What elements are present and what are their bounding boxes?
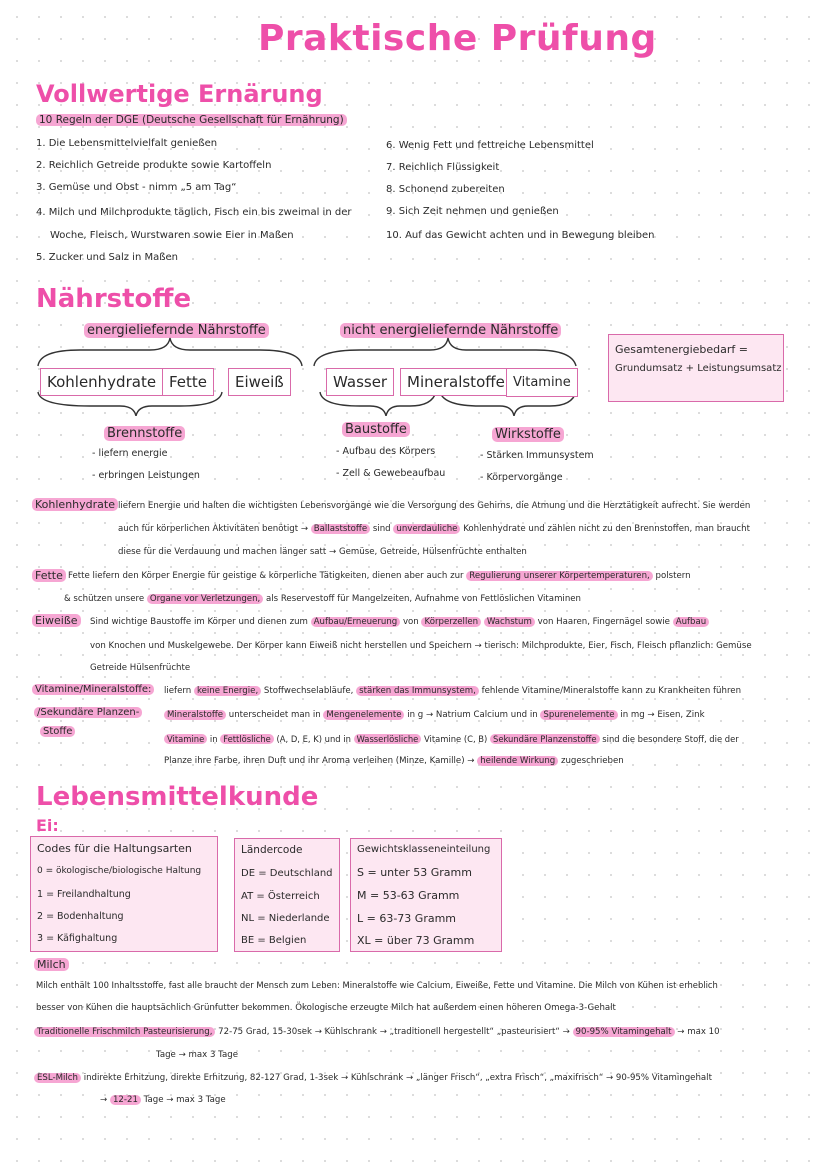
kh-line1: liefern Energie und halten die wichtigsten Lebensvorgänge wie die Versorgung des Gehirns, die Atmung und die Herztätigkeit aufrecht. Sie werden	[118, 501, 751, 511]
fe-label: Fette	[32, 569, 66, 582]
land-3: BE = Belgien	[241, 935, 307, 946]
codes-title: Codes für die Haltungsarten	[37, 842, 192, 855]
subheading-dge: 10 Regeln der DGE (Deutsche Gesellschaft für Ernährung)	[36, 114, 347, 126]
rule-4: 4. Milch und Milchprodukte täglich, Fisch ein bis zweimal in der	[36, 207, 352, 218]
wirkstoffe-title: Wirkstoffe	[492, 427, 564, 442]
gewicht-1: M = 53-63 Gramm	[357, 889, 460, 902]
nutrient-fette: Fette	[162, 368, 214, 396]
ei-label: Eiweiße	[32, 614, 81, 627]
heading-naehrstoffe: Nährstoffe	[36, 284, 192, 314]
page-title: Praktische Prüfung	[258, 18, 657, 59]
baustoffe-2: - Zell & Gewebeaufbau	[336, 468, 446, 479]
milch-line2: besser von Kühen die hauptsächlich Grünfutter bekommen. Ökologische erzeugte Milch hat außerdem einen höheren Omega-3-Gehalt	[36, 1003, 616, 1013]
gewicht-box	[350, 838, 502, 952]
frischmilch-line1: Traditionelle Frischmilch Pasteurisierung, 72-75 Grad, 15-30sek → Kühlschrank → „traditionell hergestellt“ „pasteurisiert“ → 90-95% Vitamingehalt → max 10	[34, 1022, 720, 1042]
vm-line1: liefern keine Energie, Stoffwechselabläufe, stärken das Immunsystem, fehlende Vitamine/Mineralstoffe kann zu Krankheiten führen	[164, 686, 742, 696]
rule-8: 8. Schonend zubereiten	[386, 184, 505, 195]
gewicht-0: S = unter 53 Gramm	[357, 866, 472, 879]
kh-line3: diese für die Verdauung und machen länger satt → Gemüse, Getreide, Hülsenfrüchte enthalten	[118, 547, 527, 557]
heading-milch: Milch	[34, 958, 69, 971]
ei-line1: Sind wichtige Baustoffe im Körper und dienen zum Aufbau/Erneuerung von Körperzellen Wachstum von Haaren, Fingernägel sowie Aufbau	[90, 612, 709, 632]
ei-line2: von Knochen und Muskelgewebe. Der Körper kann Eiweiß nicht herstellen und Speichern → tierisch: Milchprodukte, Eier, Fisch, Fleisch pflanzlich: Gemüse	[90, 641, 752, 651]
wirkstoffe-2: - Körpervorgänge	[480, 472, 563, 483]
rule-2: 2. Reichlich Getreide produkte sowie Kartoffeln	[36, 160, 272, 171]
gewicht-title: Gewichtsklasseneinteilung	[357, 844, 491, 855]
gewicht-2: L = 63-73 Gramm	[357, 912, 457, 925]
fe-line2: & schützen unsere Organe vor Verletzungen, als Reservestoff für Mangelzeiten, Aufnahme von Fettlöslichen Vitaminen	[64, 594, 582, 604]
codes-box	[30, 836, 218, 952]
vm-line2: Mineralstoffe unterscheidet man in Mengenelemente in g → Natrium Calcium und in Spurenelemente in mg → Eisen, Zink	[164, 705, 705, 725]
rule-1: 1. Die Lebensmittelvielfalt genießen	[36, 138, 218, 149]
kh-line2: auch für körperlichen Aktivitäten benötigt → Ballaststoffe sind unverdauliche Kohlenhydrate und zählen nicht zu den Brennstoffen, man braucht	[118, 524, 750, 534]
brennstoffe-title: Brennstoffe	[104, 426, 185, 441]
esl-line1: ESL-Milch indirekte Erhitzung, direkte Erhitzung, 82-127 Grad, 1-3sek → Kühlschrank → „länger Frisch“, „extra Frisch“, „maxifrisch“ → 90-95% Vitamingehalt	[34, 1068, 712, 1088]
vm-line3: Vitamine in Fettlösliche (A, D, E, K) und in Wasserlösliche Vitamine (C, B) Sekundäre Planzenstoffe sind die besondere Stoff, die der	[164, 729, 739, 749]
laender-title: Ländercode	[241, 844, 303, 856]
heading-ei: Ei:	[36, 816, 59, 835]
baustoffe-title: Baustoffe	[342, 422, 410, 437]
rule-3: 3. Gemüse und Obst - nimm „5 am Tag“	[36, 182, 237, 193]
esl-line2: → 12-21 Tage → max 3 Tage	[100, 1095, 226, 1105]
nutrient-wasser: Wasser	[326, 368, 394, 396]
rule-6: 6. Wenig Fett und fettreiche Lebensmittel	[386, 140, 594, 151]
land-1: AT = Österreich	[241, 891, 320, 902]
heading-vollwertige-ernaehrung: Vollwertige Ernärung	[36, 80, 323, 108]
ei-line3: Getreide Hülsenfrüchte	[90, 663, 191, 673]
rule-10: 10. Auf das Gewicht achten und in Bewegung bleiben	[386, 230, 655, 241]
heading-lebensmittelkunde: Lebensmittelkunde	[36, 782, 319, 812]
sp-label-2: Stoffe	[40, 726, 75, 737]
land-2: NL = Niederlande	[241, 913, 330, 924]
nutrient-vitamine: Vitamine	[506, 368, 578, 397]
brennstoffe-2: - erbringen Leistungen	[92, 470, 200, 481]
rule-7: 7. Reichlich Flüssigkeit	[386, 162, 500, 173]
baustoffe-1: - Aufbau des Körpers	[336, 446, 436, 457]
brennstoffe-1: - liefern energie	[92, 448, 168, 459]
laender-box	[234, 838, 340, 952]
kh-label: Kohlenhydrate	[32, 498, 118, 511]
sp-label-1: /Sekundäre Planzen-	[34, 707, 142, 718]
nutrient-kohlenhydrate: Kohlenhydrate	[40, 368, 163, 396]
nonenergy-label: nicht energieliefernde Nährstoffe	[340, 323, 561, 338]
gesamt-line1: Grundumsatz + Leistungsumsatz	[615, 363, 782, 374]
nutrient-eiweiss: Eiweiß	[228, 368, 291, 396]
nutrient-mineralstoffe: Mineralstoffe	[400, 368, 512, 396]
code-0: 0 = ökologische/biologische Haltung	[37, 866, 202, 876]
rule-9: 9. Sich Zeit nehmen und genießen	[386, 206, 559, 217]
fe-line1: Fette liefern den Körper Energie für geistige & körperliche Tätigkeiten, dienen aber auch zur Regulierung unserer Körpertemperaturen, polstern	[68, 571, 691, 581]
vm-label: Vitamine/Mineralstoffe:	[32, 684, 154, 695]
gesamtenergie-box	[608, 334, 784, 402]
code-3: 3 = Käfighaltung	[37, 933, 118, 944]
brace-nonenergy	[314, 338, 576, 366]
brace-energy	[38, 338, 302, 366]
gesamt-line0: Gesamtenergiebedarf =	[615, 343, 749, 356]
vm-line4: Planze ihre Farbe, ihren Duft und ihr Aroma verleihen (Minze, Kamille) → heilende Wirkung zugeschrieben	[164, 756, 624, 766]
energy-label: energieliefernde Nährstoffe	[84, 323, 269, 338]
land-0: DE = Deutschland	[241, 868, 333, 879]
code-2: 2 = Bodenhaltung	[37, 911, 124, 922]
gewicht-3: XL = über 73 Gramm	[357, 934, 475, 947]
rule-5: 5. Zucker und Salz in Maßen	[36, 252, 179, 263]
wirkstoffe-1: - Stärken Immunsystem	[480, 450, 594, 461]
code-1: 1 = Freilandhaltung	[37, 889, 131, 900]
rule-4-cont: Woche, Fleisch, Wurstwaren sowie Eier in Maßen	[50, 230, 294, 241]
milch-line1: Milch enthält 100 Inhaltsstoffe, fast alle braucht der Mensch zum Leben: Mineralstoffe wie Calcium, Eiweiße, Fette und Vitamine. Die Milch von Kühen ist erheblich	[36, 980, 718, 990]
frischmilch-line2: Tage → max 3 Tage	[156, 1050, 238, 1060]
